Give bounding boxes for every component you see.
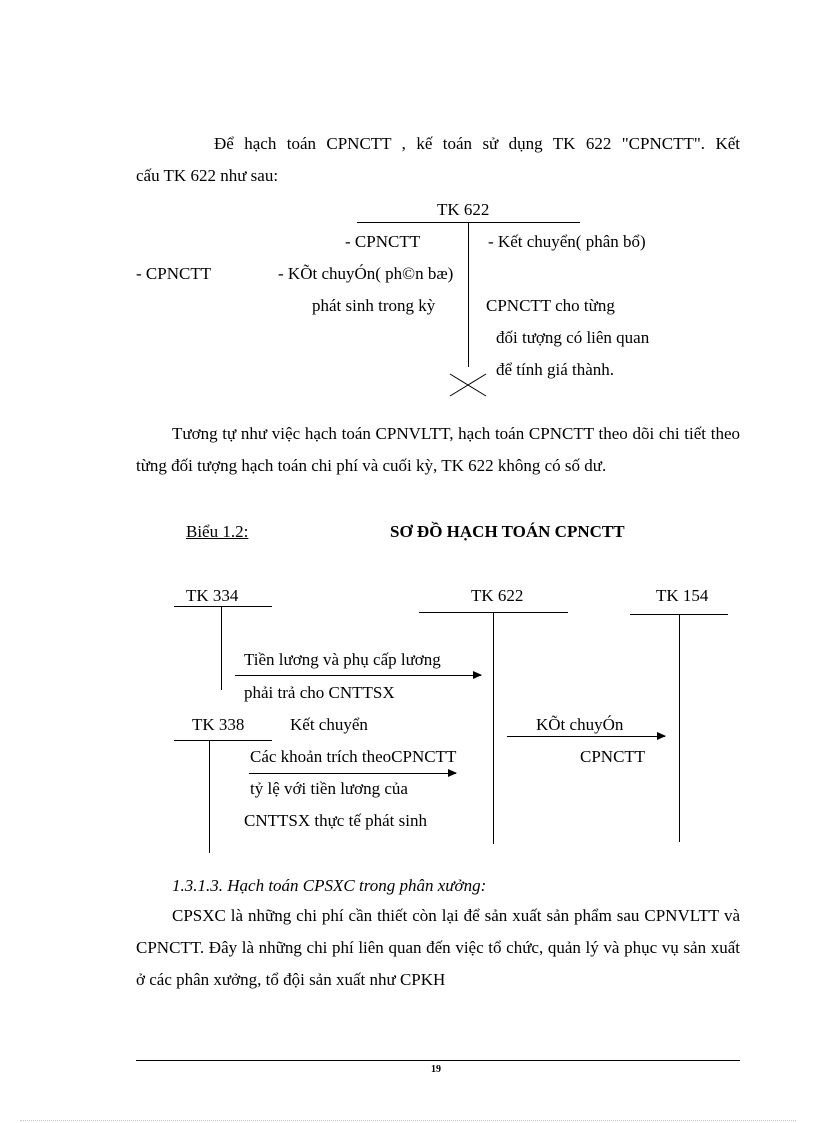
paragraph-2 — [136, 418, 740, 482]
tk334-label: TK 334 — [186, 586, 239, 605]
arrow1-bottom-label: phải trả cho CNTTSX — [244, 683, 395, 702]
t-account-row-left-2: - KÕt chuyÓn( ph©n bæ) — [278, 264, 454, 283]
section-heading: 1.3.1.3. Hạch toán CPSXC trong phân xưởng: — [172, 876, 487, 895]
arrow2-top-label: Các khoản trích theoCPNCTT — [250, 747, 457, 766]
page-number: 19 — [431, 1064, 441, 1075]
tk334-line — [221, 606, 222, 690]
tk154-line — [679, 614, 680, 842]
footer-rule — [136, 1060, 740, 1061]
t-account-title: TK 622 — [437, 200, 490, 219]
t-account-cross-icon — [448, 372, 488, 398]
ket-chuyen-label: Kết chuyển — [290, 715, 368, 734]
arrow2-right-icon — [249, 773, 456, 774]
arrow3-right-icon — [507, 736, 665, 737]
arrow1-top-label: Tiền lương và phụ cấp lương — [244, 650, 441, 669]
tk154-label: TK 154 — [656, 586, 709, 605]
figure-label: Biểu 1.2: — [186, 522, 249, 541]
tk338-label: TK 338 — [192, 715, 245, 734]
t-account-credit-4: để tính giá thành. — [496, 360, 615, 379]
intro-line-1: Để hạch toán CPNCTT , kế toán sử dụng TK 622 "CPNCTT". Kết — [214, 134, 740, 153]
arrow2-bottom-label: CNTTSX thực tế phát sinh — [244, 811, 427, 830]
intro-line-2: cấu TK 622 như sau: — [136, 166, 279, 185]
tk338-rule — [174, 740, 272, 741]
t-account-debit-2: phát sinh trong kỳ — [312, 296, 436, 315]
paragraph-2-text: Tương tự như việc hạch toán CPNVLTT, hạch toán CPNCTT theo dõi chi tiết theo từng đối tượng hạch toán chi phí và cuối kỳ, TK 622 không có số dư. — [136, 424, 740, 475]
tk338-line — [209, 740, 210, 853]
tk622-line — [493, 612, 494, 844]
t-account-credit-2: CPNCTT cho từng — [486, 296, 615, 315]
section-body-text: CPSXC là những chi phí cần thiết còn lại để sản xuất sản phẩm sau CPNVLTT và CPNCTT. Đây là những chi phí liên quan đến việc tổ chức, quản lý và phục vụ sản xuất ở các phân xưởng, tổ đội sản xuất như CPKH — [136, 906, 740, 989]
t-account-credit-1: - Kết chuyển( phân bổ) — [488, 232, 646, 251]
page-bottom-border — [20, 1120, 796, 1121]
tk334-rule — [174, 606, 272, 607]
t-account-divider — [468, 222, 469, 367]
figure-title: SƠ ĐỒ HẠCH TOÁN CPNCTT — [390, 522, 625, 541]
t-account-row-left-1: - CPNCTT — [136, 264, 212, 283]
t-account-credit-3: đối tượng có liên quan — [496, 328, 650, 347]
section-body — [136, 900, 740, 996]
arrow3-top-label: KÕt chuyÓn — [536, 715, 624, 734]
tk622-label: TK 622 — [471, 586, 524, 605]
arrow1-right-icon — [235, 675, 481, 676]
arrow2-mid-label: tỷ lệ với tiền lương của — [250, 779, 408, 798]
t-account-debit-1: - CPNCTT — [345, 232, 421, 251]
arrow3-bottom-label: CPNCTT — [580, 747, 646, 766]
